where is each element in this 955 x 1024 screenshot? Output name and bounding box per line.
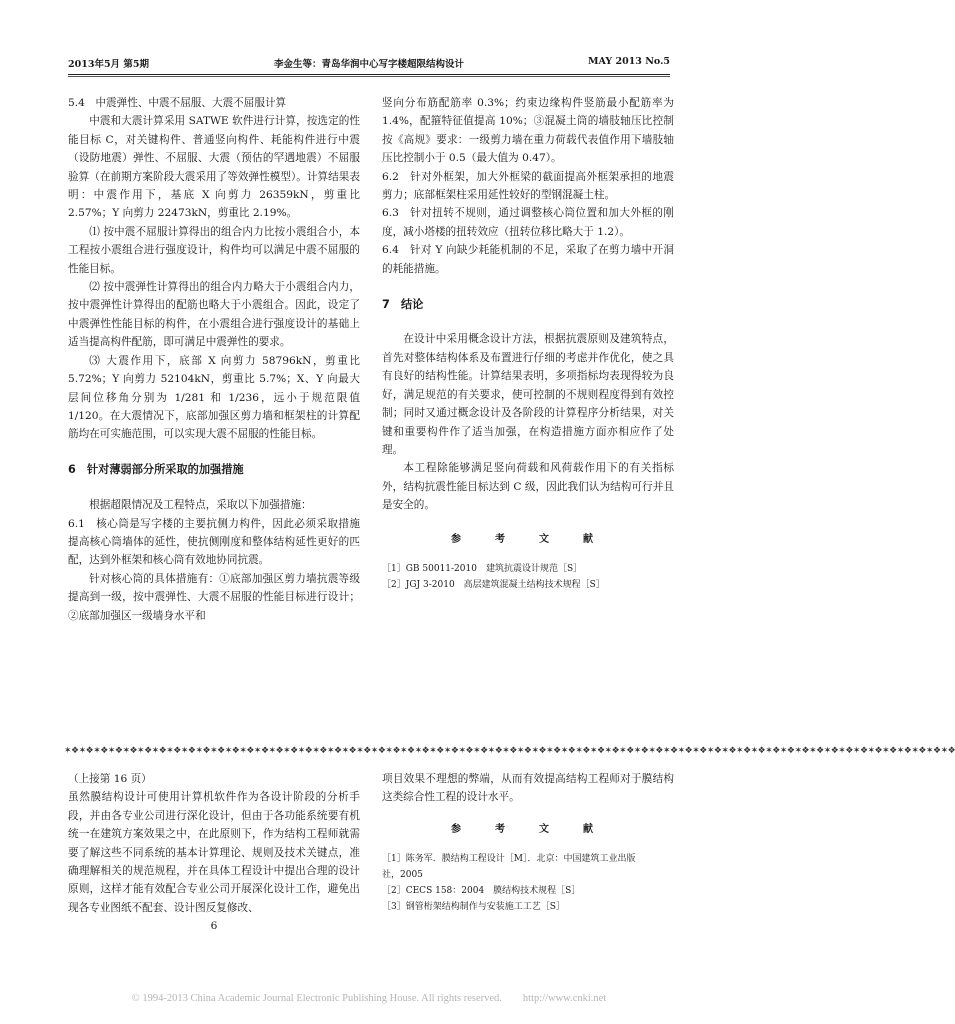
- section-6-title: 6 针对薄弱部分所采取的加强措施: [68, 462, 244, 476]
- header-issue: 2013年5月 第5期: [68, 59, 149, 70]
- reference-item: ［1］GB 50011-2010 建筑抗震设计规范［S］: [382, 563, 583, 574]
- paragraph: 根据超限情况及工程特点，采取以下加强措施：: [89, 499, 312, 512]
- reference-item-continued: 社，2005: [382, 870, 423, 881]
- header-issue-en: MAY 2013 No.5: [587, 56, 670, 67]
- reference-item: ［3］钢管桁架结构制作与安装施工工艺［S］: [382, 902, 565, 913]
- paragraph: 6.1 核心筒是写字楼的主要抗侧力构件，因此必须采取措施提高核心筒墙体的延性，使抗侧刚度和整体结构延性更好的匹配，达到外框架和核心筒有效地协同抗震。: [68, 517, 360, 567]
- continued-note: （上接第 16 页）: [68, 773, 152, 785]
- references-heading: 参 考 文 献: [451, 823, 605, 835]
- copyright-footer: © 1994-2013 China Academic Journal Electronic Publishing House. All rights reserved. http://www.cnki.net: [131, 993, 607, 1004]
- section-6-4: 6.4 针对 Y 向缺少耗能机制的不足，采取了在剪力墙中开洞的耗能措施。: [382, 244, 674, 275]
- column-right-lower: [382, 770, 674, 915]
- paragraph: 针对核心筒的具体措施有：①底部加强区剪力墙抗震等级提高到一级，按中震弹性、大震不屈服的性能目标进行设计；②底部加强区一级墙身水平和: [68, 572, 360, 622]
- reference-item: ［2］CECS 158：2004 膜结构技术规程［S］: [382, 886, 581, 897]
- reference-item: ［2］JGJ 3-2010 高层建筑混凝土结构技术规程［S］: [382, 579, 605, 590]
- running-header: [68, 56, 670, 72]
- reference-item: ［1］陈务军．膜结构工程设计［M］．北京：中国建筑工业出版: [382, 854, 636, 865]
- section-5-4-title: 5.4 中震弹性、中震不屈服、大震不屈服计算: [68, 97, 287, 109]
- paragraph: 本工程除能够满足竖向荷载和风荷载作用下的有关指标外，结构抗震性能目标达到 C 级，因此我们认为结构可行并且是安全的。: [382, 462, 674, 512]
- paragraph: 虽然膜结构设计可使用计算机软件作为各设计阶段的分析手段，并由各专业公司进行深化设计，但由于各功能系统要有机统一在建筑方案效果之中，在此原则下，作为结构工程师就需要了解这些不同系统的基本计算理论、规则及技术关键点，准确理解相关的规范规程，并在具体工程设计中提出合理的设计原则，这样才能有效配合专业公司开展深化设计工作，避免出现各专业图纸不配套、设计图反复修改、: [68, 791, 360, 914]
- header-rule: [68, 74, 670, 75]
- paragraph: ⑴ 按中震不屈服计算得出的组合内力比按小震组合小，本工程按小震组合进行强度设计，构件均可以满足中震不屈服的性能目标。: [68, 225, 360, 275]
- paragraph: ⑵ 按中震弹性计算得出的组合内力略大于小震组合内力，按中震弹性计算得出的配筋也略大于小震组合。因此，设定了中震弹性性能目标的构件，在小震组合进行强度设计的基础上适当提高构件配筋，即可满足中震弹性的要求。: [68, 281, 360, 349]
- header-rule-thin: [68, 76, 670, 77]
- header-title: 李金生等：青岛华润中心写字楼超限结构设计: [273, 59, 464, 70]
- paragraph: ⑶ 大震作用下，底部 X 向剪力 58796kN，剪重比 5.72%；Y 向剪力 52104kN，剪重比 5.7%；X、Y 向最大层间位移角分别为 1/281 和 1/236，远小于规范限值 1/120。在大震情况下，底部加强区剪力墙和框架柱的计算配筋均在可实施范围，可以实现大震不屈服的性能目标。: [68, 354, 360, 441]
- paragraph: 在设计中采用概念设计方法，根据抗震原则及建筑特点，首先对整体结构体系及布置进行仔细的考虑并作优化，使之具有良好的结构性能。计算结果表明，多项指标均表现得较为良好，满足规范的有关要求，使可控制的不规则程度得到有效控制；同时又通过概念设计及各阶段的计算程序分析结果，对关键和重要构件作了适当加强，在构造措施方面亦相应作了处理。: [382, 333, 674, 456]
- column-right-upper: [382, 94, 674, 593]
- column-left-lower: [68, 770, 360, 936]
- section-6-3: 6.3 针对扭转不规则，通过调整核心筒位置和加大外框的刚度，减小塔楼的扭转效应（扭转位移比略大于 1.2）。: [382, 207, 674, 238]
- section-7-title: 7 结论: [382, 298, 424, 312]
- paragraph: 项目效果不理想的弊端，从而有效提高结构工程师对于膜结构这类综合性工程的设计水平。: [382, 773, 674, 804]
- ornamental-divider: ✶❖✶❖✶❖✶❖✶❖✶❖✶❖✶❖✶❖✶❖✶❖✶❖✶❖✶❖✶❖✶❖✶❖✶❖✶❖✶❖✶❖✶❖✶❖✶❖✶❖✶❖✶❖✶❖✶❖✶❖✶❖✶❖✶❖✶❖✶❖✶❖✶❖✶❖✶❖✶❖✶❖✶❖✶❖✶❖✶❖✶❖✶❖✶❖✶❖✶❖✶❖✶❖✶❖✶❖✶❖✶❖✶❖✶❖✶❖✶❖✶❖: [64, 746, 955, 756]
- section-6-2: 6.2 针对外框架，加大外框梁的截面提高外框架承担的地震剪力；底部框架柱采用延性较好的型钢混凝土柱。: [382, 170, 674, 202]
- page-number: 6: [210, 920, 218, 933]
- column-left-upper: [68, 94, 360, 625]
- paragraph: 中震和大震计算采用 SATWE 软件进行计算，按选定的性能目标 C，对关键构件、普通竖向构件、耗能构件进行中震（设防地震）弹性、不屈服、大震（预估的罕遇地震）不屈服验算（在前期方案阶段大震采用了等效弹性模型）。计算结果表明：中震作用下，基底 X 向剪力 26359kN，剪重比 2.57%；Y 向剪力 22473kN，剪重比 2.19%。: [68, 115, 360, 220]
- paragraph: 竖向分布筋配筋率 0.3%；约束边缘构件竖筋最小配筋率为 1.4%，配箍特征值提高 10%；③混凝土筒的墙肢轴压比控制按《高规》要求：一级剪力墙在重力荷载代表值作用下墙肢轴压比控制小于 0.5（最大值为 0.47）。: [382, 97, 674, 165]
- references-heading: 参 考 文 献: [451, 533, 605, 545]
